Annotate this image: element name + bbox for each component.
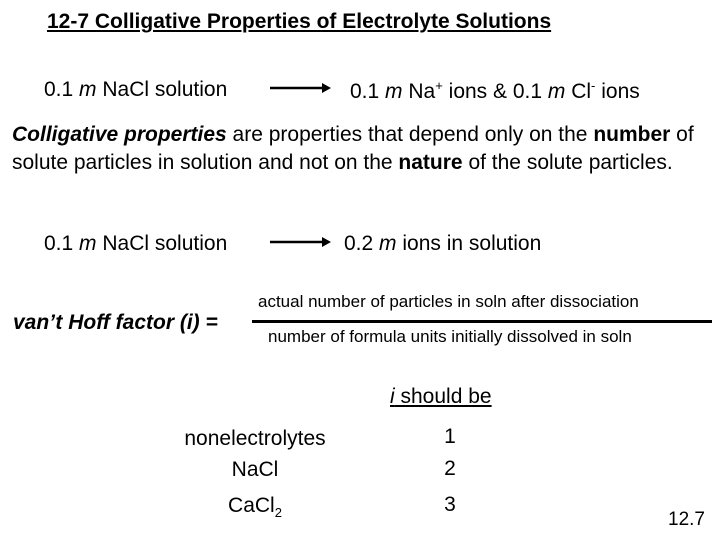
compound-cacl2: CaCl$_2$: [228, 494, 282, 521]
vant-hoff-label: van’t Hoff factor (i) =: [13, 311, 218, 334]
page-number: 12.7: [668, 509, 705, 530]
row2-left: 0.1 m NaCl solution: [44, 232, 228, 255]
fraction-bar: [252, 320, 712, 323]
compound-nonelectrolytes: nonelectrolytes: [184, 427, 326, 450]
value-nacl: 2: [444, 457, 456, 480]
value-cacl2: 3: [444, 493, 456, 516]
row1-right: 0.1 m Na+ ions & 0.1 m Cl- ions: [350, 78, 640, 103]
fraction-numerator: actual number of particles in soln after dissociation: [258, 292, 639, 311]
table-header: i should be: [390, 385, 492, 408]
arrow-right-icon: [268, 80, 332, 96]
definition-paragraph: Colligative properties are properties that depend only on the number of solute particles in solution and not on the nature of the solute particles.: [12, 123, 694, 174]
arrow-right-icon: [268, 234, 332, 250]
row2-right: 0.2 m ions in solution: [344, 232, 542, 255]
value-nonelectrolytes: 1: [444, 425, 456, 448]
compound-nacl: NaCl: [231, 458, 279, 481]
fraction-denominator: number of formula units initially dissolved in soln: [268, 327, 632, 346]
row1-left: 0.1 m NaCl solution: [44, 78, 228, 101]
page-title: 12-7 Colligative Properties of Electrolyte Solutions: [47, 10, 552, 33]
